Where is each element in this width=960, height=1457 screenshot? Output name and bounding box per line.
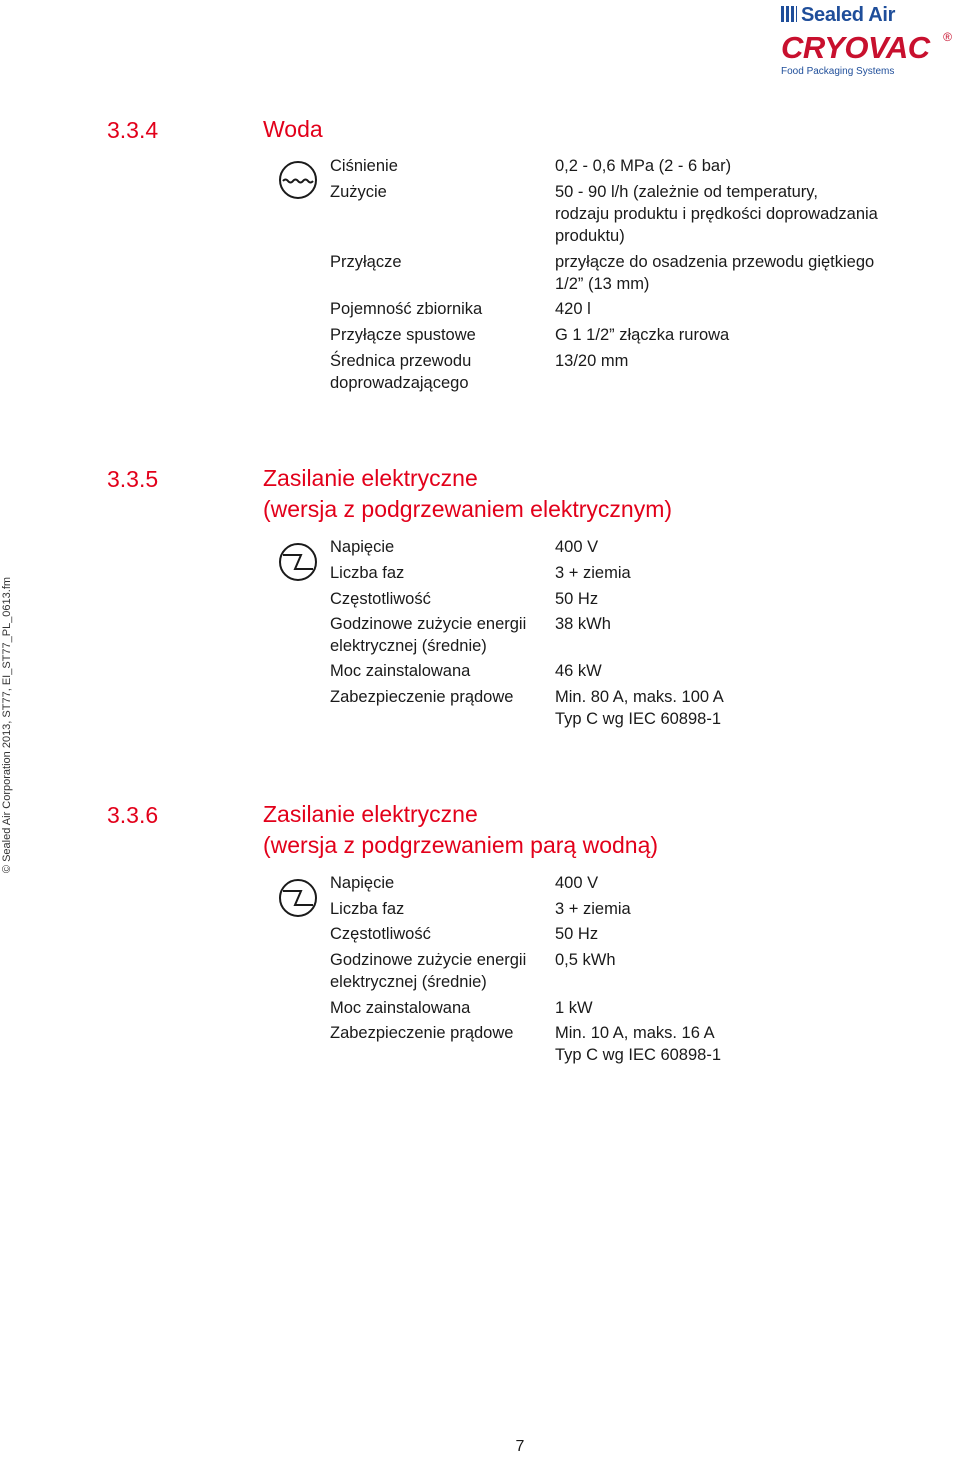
spec-label: Zabezpieczenie prądowe — [330, 688, 514, 706]
section-title: Zasilanie elektryczne (wersja z podgrzewaniem elektrycznym) — [263, 465, 673, 522]
spec-value: 3 + ziemia — [555, 900, 631, 918]
spec-label: Częstotliwość — [330, 590, 431, 608]
spec-value: 400 V — [555, 874, 599, 892]
spec-label: Moc zainstalowana — [330, 662, 471, 680]
spec-value: 3 + ziemia — [555, 564, 631, 582]
ac-power-icon — [278, 542, 318, 582]
spec-value: 0,5 kWh — [555, 951, 616, 969]
side-copyright-note: © Sealed Air Corporation 2013, ST77, EI_ST77_PL_0613.fm — [1, 576, 13, 874]
sealed-air-mark-icon — [781, 6, 797, 22]
section-number: 3.3.5 — [107, 466, 159, 492]
section-number: 3.3.6 — [107, 802, 159, 828]
section-title: Zasilanie elektryczne (wersja z podgrzewaniem parą wodną) — [263, 801, 659, 858]
spec-label: Moc zainstalowana — [330, 999, 471, 1017]
spec-value: G 1 1/2” złączka rurowa — [555, 326, 730, 344]
spec-label: Przyłącze spustowe — [330, 326, 476, 344]
page-number: 7 — [515, 1438, 525, 1455]
brand-tagline: Food Packaging Systems — [781, 66, 895, 77]
spec-label: Liczba faz — [330, 564, 405, 582]
spec-label: Napięcie — [330, 538, 395, 556]
spec-label: Godzinowe zużycie energii elektrycznej (średnie) — [330, 615, 527, 655]
sealed-air-logo: Sealed Air — [777, 4, 952, 26]
spec-value: 38 kWh — [555, 615, 611, 633]
section-number: 3.3.4 — [107, 117, 159, 143]
spec-value: 46 kW — [555, 662, 602, 680]
spec-label: Średnica przewodu doprowadzającego — [330, 352, 472, 392]
spec-value: 0,2 - 0,6 MPa (2 - 6 bar) — [555, 157, 732, 175]
section-title: Woda — [263, 116, 323, 142]
spec-value: przyłącze do osadzenia przewodu giętkiego 1/2” (13 mm) — [555, 253, 875, 293]
spec-label: Ciśnienie — [330, 157, 398, 175]
company-logo — [777, 4, 952, 80]
spec-label: Zabezpieczenie prądowe — [330, 1024, 514, 1042]
spec-value: Min. 10 A, maks. 16 A Typ C wg IEC 60898-1 — [555, 1024, 721, 1064]
spec-value: 400 V — [555, 538, 599, 556]
spec-value: 1 kW — [555, 999, 593, 1017]
ac-power-icon — [278, 878, 318, 918]
spec-value: Min. 80 A, maks. 100 A Typ C wg IEC 60898-1 — [555, 688, 724, 728]
spec-label: Przyłącze — [330, 253, 402, 271]
spec-value: 50 - 90 l/h (zależnie od temperatury, rodzaju produktu i prędkości doprowadzania produktu) — [555, 183, 878, 245]
water-icon — [278, 160, 318, 200]
spec-label: Częstotliwość — [330, 925, 431, 943]
spec-value: 13/20 mm — [555, 352, 629, 370]
spec-value: 420 l — [555, 300, 591, 318]
spec-value: 50 Hz — [555, 590, 599, 608]
spec-label: Godzinowe zużycie energii elektrycznej (średnie) — [330, 951, 527, 991]
spec-label: Zużycie — [330, 183, 387, 201]
spec-label: Liczba faz — [330, 900, 405, 918]
registered-mark: ® — [943, 30, 952, 44]
spec-value: 50 Hz — [555, 925, 599, 943]
spec-label: Napięcie — [330, 874, 395, 892]
spec-label: Pojemność zbiornika — [330, 300, 483, 318]
cryovac-wordmark: CRYOVAC — [781, 30, 930, 65]
